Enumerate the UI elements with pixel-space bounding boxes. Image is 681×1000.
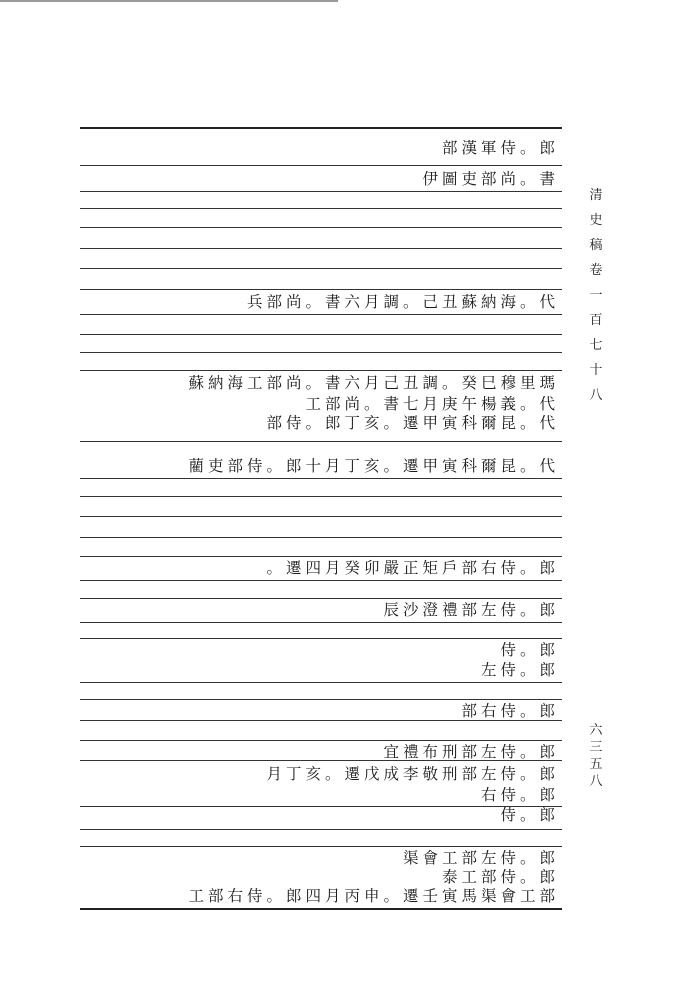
entry-line: 右侍。郎 [480, 786, 559, 804]
entry-line: 蘇納海工部尚。書六月己丑調。癸巳穆里瑪 [188, 374, 559, 392]
table-rule [80, 478, 562, 479]
entry-line: 侍。郎 [500, 806, 559, 824]
table-rule [80, 248, 562, 249]
table-rule [80, 622, 562, 623]
table-rule [80, 127, 562, 129]
entry-line: 工部尚。書七月庚午楊義。代 [305, 395, 559, 413]
book-title-margin: 清史稿卷一百七十八 [589, 188, 603, 403]
table-rule [80, 314, 562, 315]
table-rule [80, 682, 562, 683]
entry-line: 伊圖吏部尚。書 [422, 170, 559, 188]
table-rule [80, 829, 562, 830]
page-number: 六三五八 [589, 723, 603, 789]
table-rule [80, 516, 562, 517]
table-rule [80, 227, 562, 228]
entry-line: 藺吏部侍。郎十月丁亥。遷甲寅科爾昆。代 [188, 457, 559, 475]
table-rule [80, 638, 562, 639]
table-rule [80, 370, 562, 371]
table-rule [80, 352, 562, 353]
table-rule [80, 441, 562, 442]
entry-line: 左侍。郎 [480, 661, 559, 679]
table-rule [80, 165, 562, 166]
table-rule [80, 289, 562, 290]
top-scan-edge [0, 0, 338, 2]
table-rule [80, 806, 562, 807]
entry-line: 部右侍。郎 [461, 702, 559, 720]
entry-line: 工部右侍。郎四月丙申。遷壬寅馬渠會工部 [188, 887, 559, 905]
table-rule [80, 537, 562, 538]
table-rule [80, 208, 562, 209]
entry-line: 渠會工部左侍。郎 [402, 849, 559, 867]
entry-line: 月丁亥。遷戊成李敬刑部左侍。郎 [266, 765, 559, 783]
table-rule [80, 334, 562, 335]
entry-line: 宜禮布刑部左侍。郎 [383, 743, 559, 761]
entry-line: 部侍。郎丁亥。遷甲寅科爾昆。代 [266, 414, 559, 432]
table-rule [80, 496, 562, 497]
entry-line: 。遷四月癸卯嚴正矩戶部右侍。郎 [266, 559, 559, 577]
table-rule [80, 580, 562, 581]
table-rule [80, 191, 562, 192]
table-rule [80, 908, 562, 910]
entry-line: 泰工部侍。郎 [441, 868, 559, 886]
table-rule [80, 268, 562, 269]
entry-line: 辰沙澄禮部左侍。郎 [383, 601, 559, 619]
entry-line: 部漢軍侍。郎 [441, 139, 559, 157]
entry-line: 兵部尚。書六月調。己丑蘇納海。代 [246, 293, 559, 311]
entry-line: 侍。郎 [500, 641, 559, 659]
